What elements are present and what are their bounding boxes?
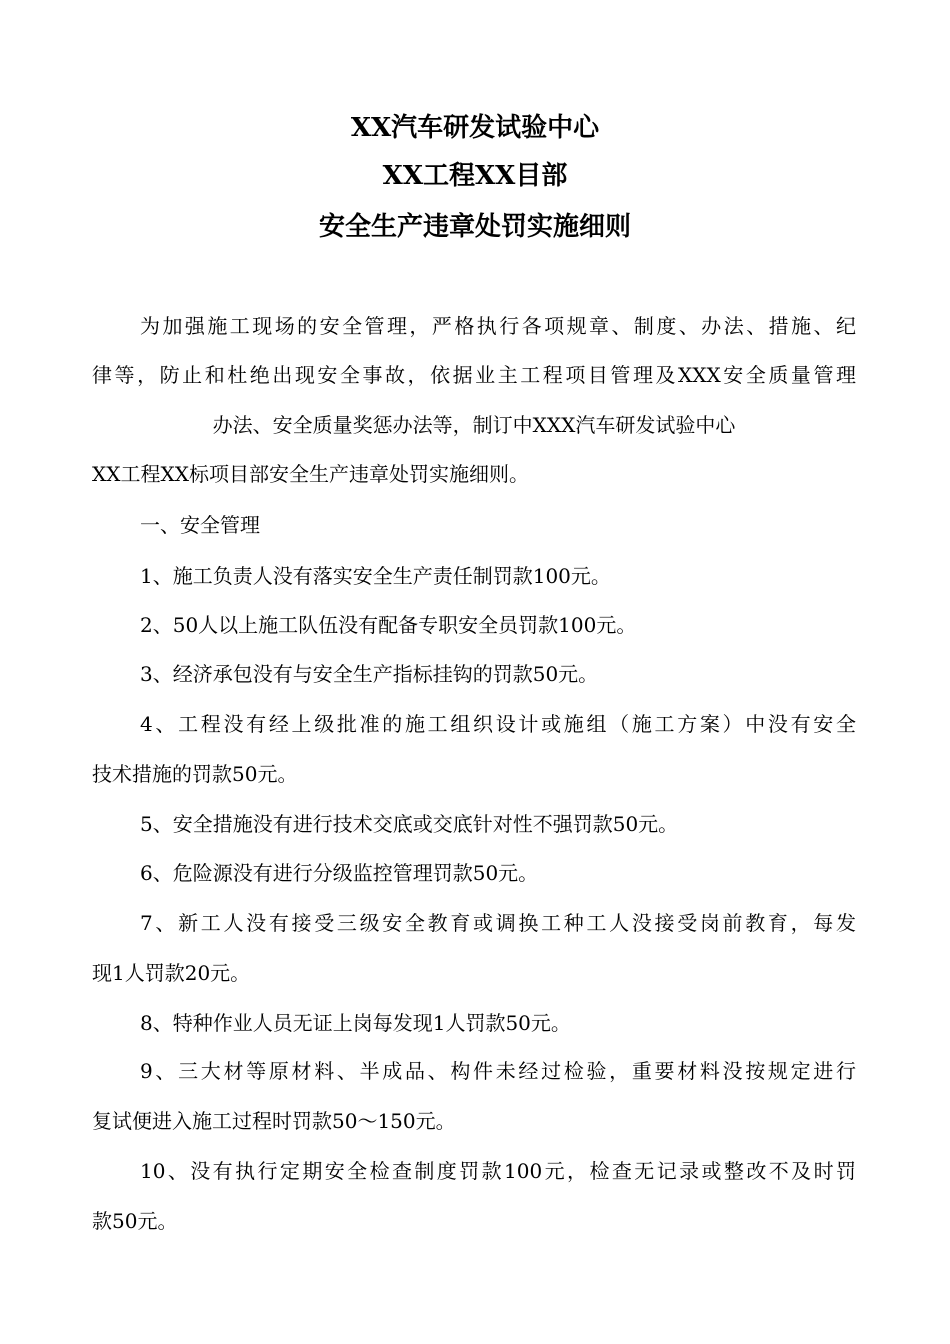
section-heading: 一、安全管理 [140,513,260,537]
list-item-continuation: 技术措施的罚款50元。 [92,762,298,786]
list-item: 4、工程没有经上级批准的施工组织设计或施组（施工方案）中没有安全 [140,712,856,736]
list-item-continuation: 现1人罚款20元。 [92,961,251,985]
intro-line-1: 为加强施工现场的安全管理，严格执行各项规章、制度、办法、措施、纪 [140,314,856,338]
list-item: 3、经济承包没有与安全生产指标挂钩的罚款50元。 [140,662,599,686]
list-item: 5、安全措施没有进行技术交底或交底针对性不强罚款50元。 [140,812,679,836]
list-item-continuation: 复试便进入施工过程时罚款50～150元。 [92,1109,456,1133]
list-item: 9、三大材等原材料、半成品、构件未经过检验，重要材料没按规定进行 [140,1059,856,1083]
title-line-2: XX工程XX目部 [382,161,568,191]
title-line-3: 安全生产违章处罚实施细则 [318,212,631,242]
intro-line-4: XX工程XX标项目部安全生产违章处罚实施细则。 [92,462,529,486]
list-item: 8、特种作业人员无证上岗每发现1人罚款50元。 [140,1011,571,1035]
intro-line-3: 办法、安全质量奖惩办法等，制订中XXX汽车研发试验中心 [212,413,736,437]
title-line-1: XX汽车研发试验中心 [350,113,600,143]
list-item: 10、没有执行定期安全检查制度罚款100元，检查无记录或整改不及时罚 [140,1159,856,1183]
list-item: 2、50人以上施工队伍没有配备专职安全员罚款100元。 [140,613,637,637]
list-item: 6、危险源没有进行分级监控管理罚款50元。 [140,861,539,885]
list-item: 1、施工负责人没有落实安全生产责任制罚款100元。 [140,564,611,588]
intro-line-2: 律等，防止和杜绝出现安全事故，依据业主工程项目管理及XXX安全质量管理 [92,363,856,387]
list-item-continuation: 款50元。 [92,1209,178,1233]
list-item: 7、新工人没有接受三级安全教育或调换工种工人没接受岗前教育，每发 [140,911,856,935]
